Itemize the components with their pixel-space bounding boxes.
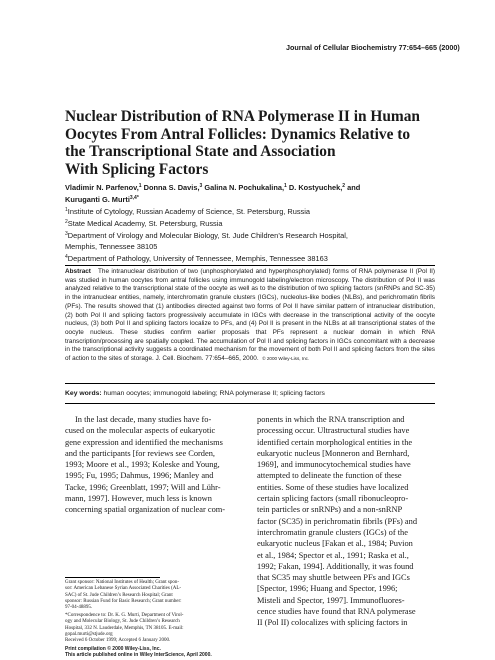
keywords-label: Key words: xyxy=(65,390,102,397)
body-column-left xyxy=(65,414,243,516)
title-line: the Transcriptional State and Association xyxy=(65,143,336,161)
affiliations xyxy=(65,206,465,265)
abstract-copyright: © 2000 Wiley-Liss, Inc. xyxy=(262,356,310,362)
affiliation-line xyxy=(65,230,465,242)
body-line: 1993; Moore et al., 1993; Koleske and Young, xyxy=(65,460,220,470)
affil-text: Department of Virology and Molecular Biology, St. Jude Children’s Research Hospital, xyxy=(67,230,348,240)
body-column-right xyxy=(257,414,435,629)
body-line: 1969], and immunocytochemical studies have xyxy=(257,460,411,470)
print-info xyxy=(65,646,315,658)
body-line: ponents in which the RNA transcription and xyxy=(257,415,405,424)
body-line: 1992; Fakan, 1994]. Additionally, it was found xyxy=(257,561,414,571)
author-line xyxy=(65,182,465,194)
body-line: et al., 1984; Spector et al., 1991; Raska et al., xyxy=(257,550,409,560)
affil-num: 4 xyxy=(65,254,68,261)
author-name: Vladimir N. Parfenov, xyxy=(65,183,139,192)
author-list xyxy=(65,182,465,206)
footnote-line: SAC) of St. Jude Children’s Research Hospital; Grant xyxy=(65,592,173,598)
body-line: cence studies have found that RNA polymerase xyxy=(257,607,416,617)
author-name: Donna S. Davis, xyxy=(143,183,200,192)
footnote-grant xyxy=(65,580,243,611)
abstract xyxy=(65,268,435,364)
body-line: eukaryotic nucleus [Fakan et al., 1984; Puvion xyxy=(257,539,413,549)
footnote-line: Hospital, 332 N. Lauderdale, Memphis, TN 38105. E-mail: xyxy=(65,625,184,631)
affiliation-line xyxy=(65,241,465,253)
keywords-top-rule xyxy=(65,383,435,384)
body-line: concerning spatial organization of nuclear com- xyxy=(65,505,226,515)
body-line: certain splicing factors (small ribonucleopro- xyxy=(257,494,409,504)
body-line: Misteli and Spector, 1997]. Immunofluores- xyxy=(257,595,405,605)
author-affil-mark: 2 xyxy=(342,183,346,189)
body-line: 1995; Fu, 1995; Dahmus, 1996; Manley and xyxy=(65,471,214,481)
keywords xyxy=(65,390,435,397)
affil-text: Memphis, Tennessee 38105 xyxy=(65,242,158,252)
body-line: identified certain morphological entities in the xyxy=(257,437,413,447)
body-line: II (Pol II) colocalizes with splicing factors in xyxy=(257,618,408,628)
affiliation-line xyxy=(65,218,465,230)
affil-num: 2 xyxy=(65,218,68,225)
body-line: gene expression and identified the mechanisms xyxy=(65,437,223,447)
body-line: [Spector, 1996; Huang and Spector, 1996; xyxy=(257,584,398,594)
body-line: attempted to delineate the function of these xyxy=(257,471,402,481)
author-name: Galina N. Pochukalina, xyxy=(204,183,285,192)
footnote-correspondence xyxy=(65,613,243,638)
affil-num: 3 xyxy=(65,230,68,237)
author-affil-mark: 1 xyxy=(138,183,142,189)
body-line: eukaryotic nucleus [Monneron and Bernhard, xyxy=(257,448,410,458)
print-line: This article published online in Wiley InterScience, April 2000. xyxy=(65,652,212,659)
footnote-line: ogy and Molecular Biology, St. Jude Children’s Research xyxy=(65,619,180,625)
body-line: factor (SC35) in perichromatin fibrils (PFs) and xyxy=(257,516,418,526)
affiliation-line xyxy=(65,206,465,218)
body-line: interchromatin granule clusters (IGCs) of the xyxy=(257,527,408,537)
footnote-line: *Correspondence to: Dr. K. G. Murti, Department of Virol- xyxy=(65,613,184,618)
footnote-line: Grant sponsor: National Institutes of Health; Grant spon- xyxy=(65,580,180,585)
body-line: cused on the molecular aspects of eukaryotic xyxy=(65,426,216,436)
footnote-line: sponsor: Russian Fund for Basic Research; Grant number: xyxy=(65,598,182,604)
footnote-line: 97-04-48895. xyxy=(65,605,93,611)
author-affil-mark: 3,4* xyxy=(129,194,139,201)
body-line: tein particles or snRNPs) and a non-snRNP xyxy=(257,505,403,515)
keywords-bottom-rule xyxy=(65,403,435,404)
footnote-line: sor: American Lebanese Syrian Associated Charities (AL- xyxy=(65,586,182,592)
abstract-top-rule xyxy=(65,265,435,266)
body-line: and the participants [for reviews see Corden, xyxy=(65,448,215,458)
body-line: Tacke, 1996; Greenblatt, 1997; Will and Lühr- xyxy=(65,482,221,492)
journal-citation: Journal of Cellular Biochemistry 77:654–665 (2000) xyxy=(286,43,460,52)
footnote-line: gopal.murti@stjude.org xyxy=(65,631,113,637)
received-line: Received 6 October 1999; Accepted 6 January 2000. xyxy=(65,638,171,643)
affil-text: Institute of Cytology, Russian Academy of Science, St. Petersburg, Russia xyxy=(67,207,311,216)
print-line: Print compilation © 2000 Wiley-Liss, Inc. xyxy=(65,646,161,652)
author-affil-mark: 1 xyxy=(284,183,287,189)
affil-text: State Medical Academy, St. Petersburg, Russia xyxy=(67,218,223,228)
keywords-text: human oocytes; immunogold labeling; RNA polymerase II; splicing factors xyxy=(103,390,325,397)
author-name: D. Kostyuchek, xyxy=(288,183,343,192)
affil-text: Department of Pathology, University of Tennessee, Memphis, Tennessee 38163 xyxy=(67,254,328,264)
body-line: mann, 1997]. However, much less is known xyxy=(65,494,212,504)
received-dates xyxy=(65,638,243,644)
body-line: entities. Some of these studies have localized xyxy=(257,482,409,492)
affiliation-line xyxy=(65,253,465,265)
article-title xyxy=(65,108,445,178)
author-name: Kuruganti G. Murti xyxy=(65,194,130,204)
footnote-rule xyxy=(65,577,160,578)
body-line: that SC35 may shuttle between PFs and IGCs xyxy=(257,573,410,583)
abstract-label: Abstract xyxy=(65,268,91,275)
author-conjunction: and xyxy=(347,183,361,192)
author-line xyxy=(65,194,465,206)
title-line: Nuclear Distribution of RNA Polymerase II in Human xyxy=(65,108,420,125)
body-line: In the last decade, many studies have fo- xyxy=(75,415,212,424)
title-line: Oocytes From Antral Follicles: Dynamics Relative to xyxy=(65,125,411,143)
abstract-text: The intranuclear distribution of two (unphosphorylated and hyperphosphorylated) forms of RNA polymerase II (Pol II) was studied in human oocytes from antral follicles using immunogold labeling/electron microscopy. The distribution of Pol II was analyzed relative to the transcriptional state of the oocyte as well as to the distribution of two splicing factors (snRNPs and SC-35) in the intranuclear entities, namely, interchromatin granule clusters (IGCs), nucleolus-like bodies (NLBs), and perichromatin fibrils (PFs). The results showed that (1) antibodies directed against two forms of Pol II have similar pattern of intranuclear distribution, (2) both Pol II and splicing factors progressively accumulate in IGCs with decrease in the transcriptional activity of the oocyte nucleus, (3) both Pol II and splicing factors localize to PFs, and (4) Pol II is present in the NLBs at all transcriptional states of the oocyte nucleus. These studies confirm earlier proposals that PFs represent a nuclear domain in which RNA transcription/processing are spatially coupled. The accumulation of Pol II and splicing factors in IGCs concomitant with a decrease in the transcriptional activity suggests a coordinated mechanism for the movement of both Pol II and splicing factors from the sites of action to the sites of storage. J. Cell. Biochem. 77:654–665, 2000. xyxy=(65,268,435,363)
title-line: With Splicing Factors xyxy=(65,160,209,178)
affil-num: 1 xyxy=(65,207,68,213)
body-line: processing occur. Ultrastructural studies have xyxy=(257,426,410,436)
author-affil-mark: 3 xyxy=(199,183,203,189)
